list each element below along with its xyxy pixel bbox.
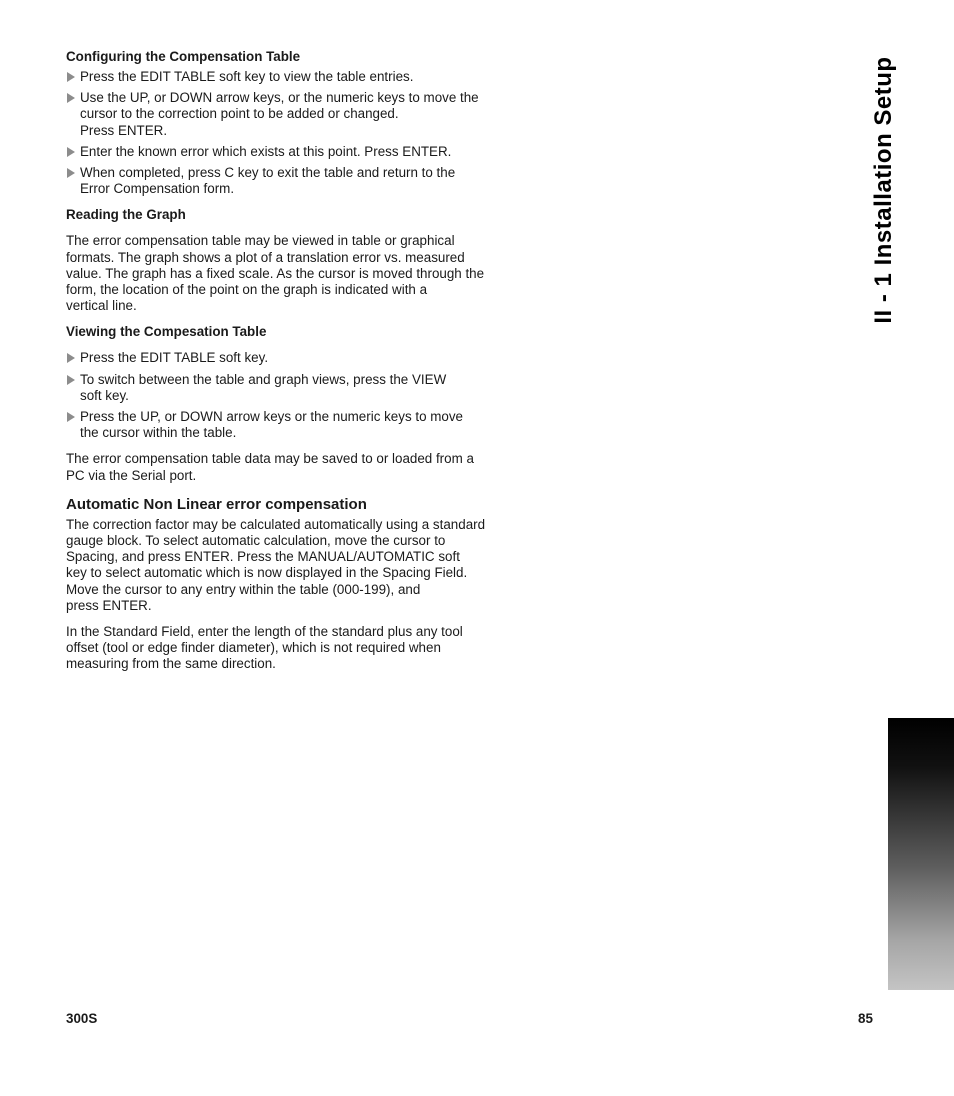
paragraph-line: formats. The graph shows a plot of a translation error vs. measured <box>66 249 465 265</box>
triangle-right-icon <box>67 72 75 82</box>
step-text: soft key. <box>80 387 129 403</box>
paragraph-line: value. The graph has a fixed scale. As the cursor is moved through the <box>66 265 485 281</box>
footer-product: 300S <box>66 1011 98 1026</box>
step-text: To switch between the table and graph views, press the VIEW <box>80 371 447 387</box>
step <box>66 69 516 85</box>
chapter-tab-title: II - 1 Installation Setup <box>870 56 897 324</box>
paragraph-line: gauge block. To select automatic calculation, move the cursor to <box>66 533 446 549</box>
paragraph-line: form, the location of the point on the graph is indicated with a <box>66 282 428 298</box>
step <box>66 372 516 404</box>
viewing-paragraph <box>66 451 516 483</box>
chapter-gradient-bar <box>888 718 954 990</box>
step <box>66 90 516 139</box>
heading-reading-graph: Reading the Graph <box>66 207 186 223</box>
automatic-paragraph-2 <box>66 624 516 673</box>
reading-paragraph <box>66 233 516 314</box>
triangle-right-icon <box>67 353 75 363</box>
step-text: Press ENTER. <box>80 122 168 138</box>
triangle-right-icon <box>67 412 75 422</box>
step <box>66 350 516 366</box>
paragraph-line: The error compensation table may be viewed in table or graphical <box>66 233 455 249</box>
step-text: Press the EDIT TABLE soft key to view the table entries. <box>80 69 414 84</box>
viewing-steps <box>66 350 516 441</box>
paragraph-line: PC via the Serial port. <box>66 467 197 483</box>
paragraph-line: key to select automatic which is now displayed in the Spacing Field. <box>66 565 468 581</box>
paragraph-line: press ENTER. <box>66 597 152 613</box>
paragraph-line: Move the cursor to any entry within the table (000-199), and <box>66 581 421 597</box>
step-text: cursor to the correction point to be added or changed. <box>80 106 399 122</box>
paragraph-line: Spacing, and press ENTER. Press the MANUAL/AUTOMATIC soft <box>66 549 460 565</box>
heading-viewing: Viewing the Compesation Table <box>66 324 267 340</box>
step-text: Use the UP, or DOWN arrow keys, or the numeric keys to move the <box>80 90 479 106</box>
automatic-paragraph-1 <box>66 517 516 614</box>
paragraph-line: In the Standard Field, enter the length of the standard plus any tool <box>66 624 463 640</box>
step <box>66 144 516 160</box>
step-text: Enter the known error which exists at this point. Press ENTER. <box>80 143 452 159</box>
step-text: the cursor within the table. <box>80 425 237 441</box>
footer-page-number: 85 <box>858 1011 873 1026</box>
triangle-right-icon <box>67 147 75 157</box>
page-content <box>66 49 516 683</box>
triangle-right-icon <box>67 93 75 103</box>
triangle-right-icon <box>67 168 75 178</box>
heading-automatic: Automatic Non Linear error compensation <box>66 495 367 513</box>
paragraph-line: offset (tool or edge finder diameter), which is not required when <box>66 640 441 656</box>
heading-configuring: Configuring the Compensation Table <box>66 49 301 64</box>
step <box>66 165 516 197</box>
paragraph-line: The error compensation table data may be saved to or loaded from a <box>66 451 474 467</box>
paragraph-line: measuring from the same direction. <box>66 656 276 672</box>
step-text: When completed, press C key to exit the table and return to the <box>80 165 456 181</box>
paragraph-line: vertical line. <box>66 298 137 314</box>
configuring-steps <box>66 69 516 197</box>
step <box>66 409 516 441</box>
step-text: Press the UP, or DOWN arrow keys or the numeric keys to move <box>80 409 463 425</box>
step-text: Error Compensation form. <box>80 181 235 197</box>
paragraph-line: The correction factor may be calculated automatically using a standard <box>66 516 486 532</box>
triangle-right-icon <box>67 375 75 385</box>
step-text: Press the EDIT TABLE soft key. <box>80 350 269 366</box>
